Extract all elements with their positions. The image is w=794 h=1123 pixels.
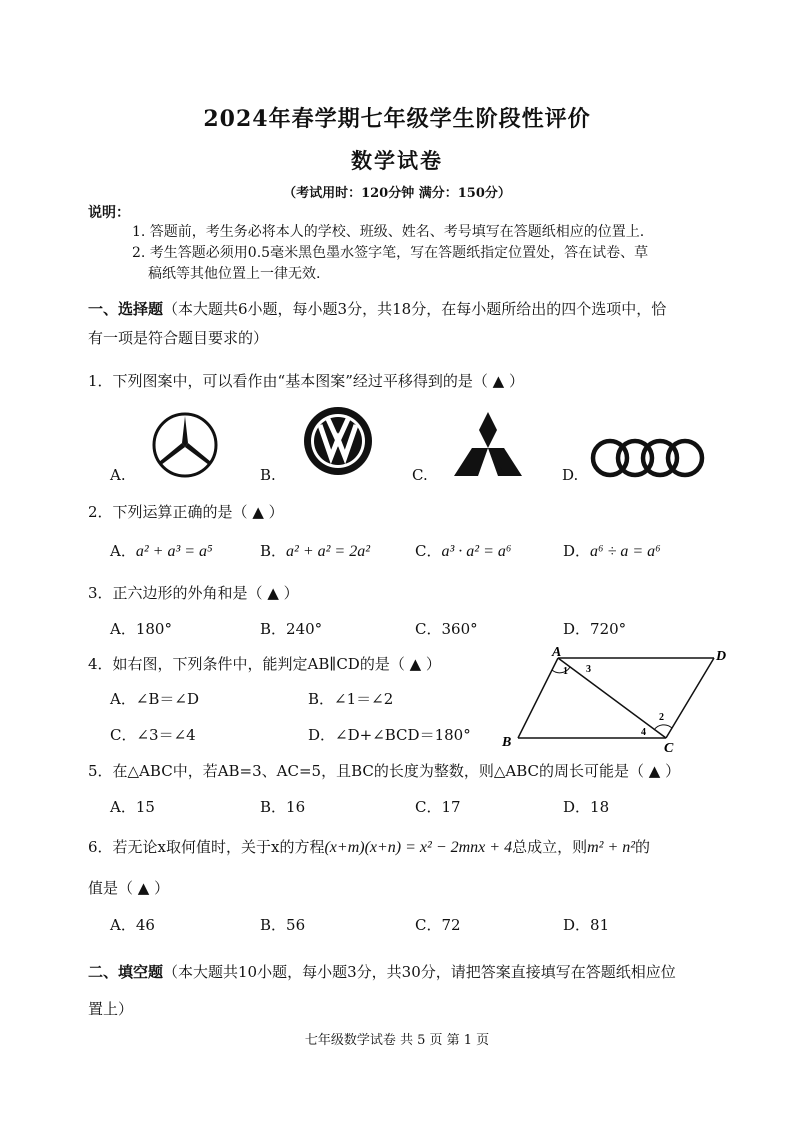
q1-option-d-label: D. (562, 466, 579, 484)
q5-option-d: D．18 (563, 798, 610, 816)
q6-option-b: B．56 (260, 916, 306, 934)
q2-text: 2．下列运算正确的是（ ▲ ） (88, 503, 284, 521)
q3-option-b: B．240° (260, 620, 323, 638)
parallelogram-figure (496, 640, 736, 756)
four-rings-logo (588, 436, 710, 480)
q5-option-b: B．16 (260, 798, 306, 816)
q3-option-d: D．720° (563, 620, 627, 638)
section1-header (88, 298, 666, 319)
vertex-label-d: D (716, 649, 727, 664)
q5-option-a: A．15 (110, 798, 155, 816)
q1-option-b-label: B. (260, 466, 276, 484)
angle-label-4: 4 (641, 727, 646, 738)
q3-option-a: A．180° (110, 620, 172, 638)
section1-heading: 一、选择题 (88, 300, 164, 318)
three-pointed-star-logo (150, 410, 220, 480)
q3-text: 3．正六边形的外角和是（ ▲ ） (88, 584, 299, 602)
instruction-item: 1. 答题前，考生务必将本人的学校、班级、姓名、考号填写在答题纸相应的位置上. (132, 224, 645, 240)
angle-label-3: 3 (586, 664, 591, 675)
q4-option-d: D．∠D+∠BCD＝180° (308, 726, 471, 744)
angle-label-2: 2 (659, 712, 664, 723)
q6-text-mid: 总成立，则 (512, 838, 588, 856)
q2-option-d-expr: a⁶ ÷ a = a⁶ (590, 543, 661, 560)
q2-option-b-expr: a² + a² = 2a² (286, 543, 371, 560)
q6-option-a: A．46 (110, 916, 155, 934)
section1-desc: （本大题共6小题，每小题3分，共18分，在每小题所给出的四个选项中，恰 (163, 300, 667, 318)
q1-option-c-label: C. (412, 466, 428, 484)
exam-meta: （考试用时：120分钟 满分：150分） (283, 186, 511, 201)
q6-line1 (88, 836, 650, 857)
section2-header (88, 961, 676, 982)
q2-option-a-label: A． (110, 542, 136, 560)
exam-subtitle: 数学试卷 (351, 148, 443, 173)
q2-option-b-label: B． (260, 542, 287, 560)
page-footer: 七年级数学试卷 共 5 页 第 1 页 (304, 1033, 490, 1048)
q2-option-a (110, 540, 213, 561)
angle-label-1: 1 (563, 666, 568, 677)
vertex-label-a: A (552, 645, 562, 660)
vertex-label-c: C (664, 741, 674, 756)
q2-option-c-label: C． (415, 542, 442, 560)
q2-option-d (563, 540, 661, 561)
vertex-label-b: B (502, 735, 512, 750)
q1-option-a-label: A. (110, 466, 126, 484)
q2-option-a-expr: a² + a³ = a⁵ (135, 543, 213, 560)
q2-option-c-expr: a³ · a² = a⁶ (441, 543, 512, 560)
q4-option-a: A．∠B＝∠D (110, 690, 200, 708)
instruction-item: 2. 考生答题必须用0.5毫米黑色墨水签字笔，写在答题纸指定位置处，答在试卷、草 (132, 245, 649, 261)
q6-line2: 值是（ ▲ ） (88, 879, 170, 897)
instructions-label: 说明： (88, 205, 130, 221)
q3-option-c: C．360° (415, 620, 478, 638)
q2-option-d-label: D． (563, 542, 591, 560)
q5-text: 5．在△ABC中，若AB=3、AC=5，且BC的长度为整数，则△ABC的周长可能是（ ▲ ） (88, 762, 681, 780)
q4-option-c: C．∠3＝∠4 (110, 726, 196, 744)
q2-option-c (415, 540, 511, 561)
section2-desc: （本大题共10小题，每小题3分，共30分，请把答案直接填写在答题纸相应位 (163, 963, 676, 981)
q5-option-c: C．17 (415, 798, 461, 816)
section1-desc-2: 有一项是符合题目要求的） (88, 329, 269, 347)
q1-text: 1．下列图案中，可以看作由“基本图案”经过平移得到的是（ ▲ ） (88, 372, 524, 390)
q6-option-c: C．72 (415, 916, 461, 934)
q4-text: 4．如右图，下列条件中，能判定AB∥CD的是（ ▲ ） (88, 655, 441, 673)
section2-heading: 二、填空题 (88, 963, 164, 981)
q4-option-b: B．∠1＝∠2 (308, 690, 394, 708)
q6-expr2: m² + n² (587, 839, 636, 856)
three-diamond-logo (452, 410, 524, 480)
q6-option-d: D．81 (563, 916, 610, 934)
q6-equation: (x+m)(x+n) = x² − 2mnx + 4 (324, 839, 513, 856)
q2-option-b (260, 540, 370, 561)
instruction-item: 稿纸等其他位置上一律无效. (148, 266, 321, 282)
q6-text-post: 的 (635, 838, 651, 856)
section2-desc-2: 置上） (88, 1000, 134, 1018)
vw-logo (302, 405, 374, 477)
exam-title: 2024年春学期七年级学生阶段性评价 (203, 106, 591, 132)
q6-text-pre: 6．若无论x取何值时，关于x的方程 (88, 838, 325, 856)
